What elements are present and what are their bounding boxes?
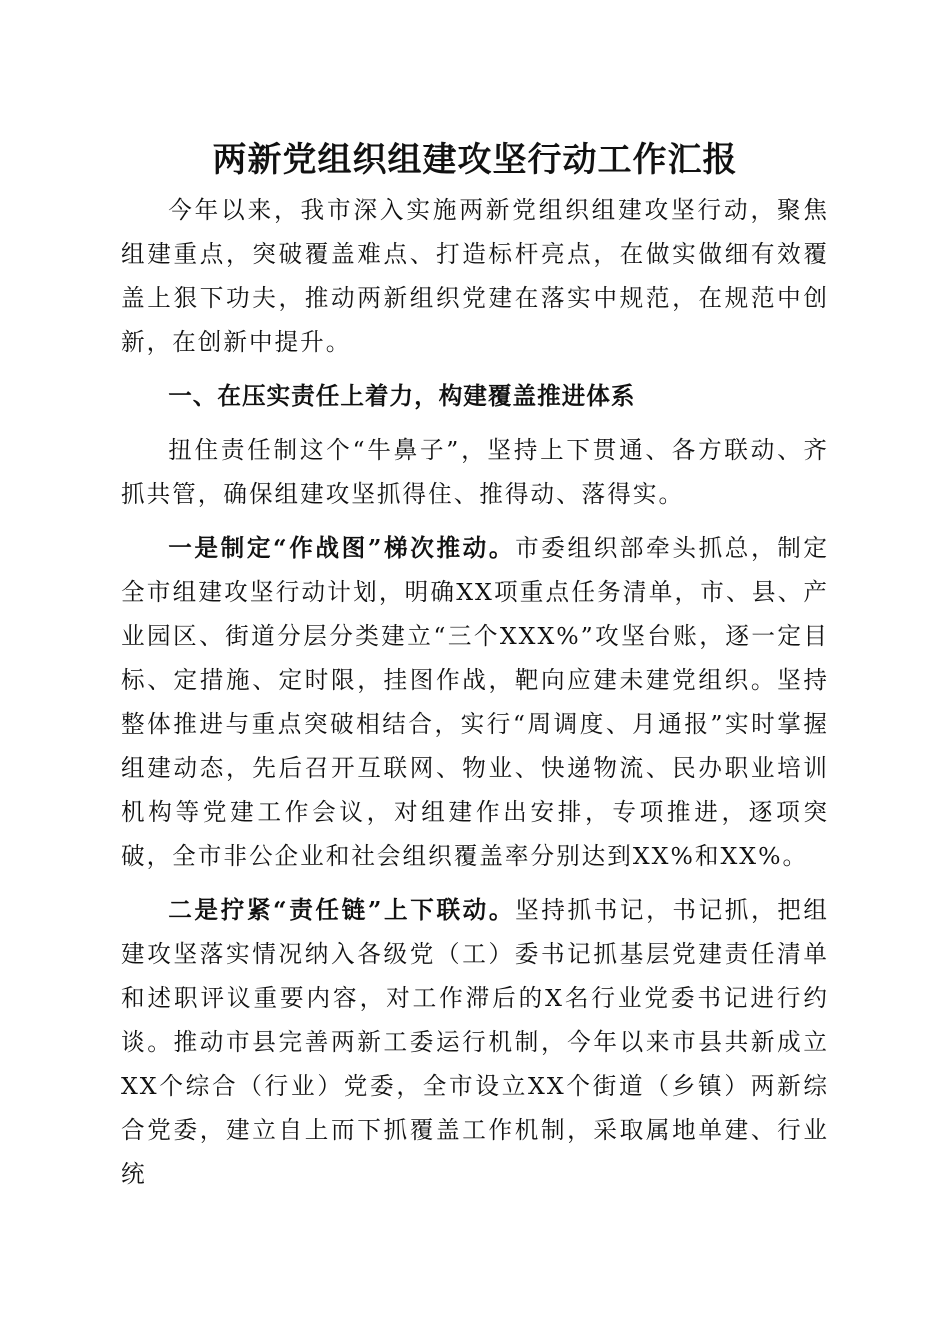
- item-paragraph-1: [121, 526, 829, 878]
- item-text-1: 市委组织部牵头抓总，制定全市组建攻坚行动计划，明确XX项重点任务清单，市、县、产业园区、街道分层分类建立“三个XXX%”攻坚台账，逐一定目标、定措施、定时限，挂图作战，靶向应建未建党组织。坚持整体推进与重点突破相结合，实行“周调度、月通报”实时掌握组建动态，先后召开互联网、物业、快递物流、民办职业培训机构等党建工作会议，对组建作出安排，专项推进，逐项突破，全市非公企业和社会组织覆盖率分别达到XX%和XX%。: [121, 534, 829, 870]
- document-title: 两新党组织组建攻坚行动工作汇报: [212, 140, 738, 180]
- document-body: [121, 188, 829, 1196]
- section-summary-paragraph: 扭住责任制这个“牛鼻子”，坚持上下贯通、各方联动、齐抓共管，确保组建攻坚抓得住、推得动、落得实。: [121, 436, 829, 508]
- item-paragraph-2: [121, 888, 829, 1196]
- item-text-2: 坚持抓书记，书记抓，把组建攻坚落实情况纳入各级党（工）委书记抓基层党建责任清单和述职评议重要内容，对工作滞后的X名行业党委书记进行约谈。推动市县完善两新工委运行机制，今年以来市县共新成立XX个综合（行业）党委，全市设立XX个街道（乡镇）两新综合党委，建立自上而下抓覆盖工作机制，采取属地单建、行业统: [121, 896, 829, 1188]
- section-heading: 一、在压实责任上着力，构建覆盖推进体系: [168, 382, 636, 410]
- item-lead-1: 一是制定“作战图”梯次推动。: [168, 534, 516, 562]
- intro-paragraph: 今年以来，我市深入实施两新党组织组建攻坚行动，聚焦组建重点，突破覆盖难点、打造标杆亮点，在做实做细有效覆盖上狠下功夫，推动两新组织党建在落实中规范，在规范中创新，在创新中提升。: [121, 196, 829, 356]
- item-lead-2: 二是拧紧“责任链”上下联动。: [168, 896, 516, 924]
